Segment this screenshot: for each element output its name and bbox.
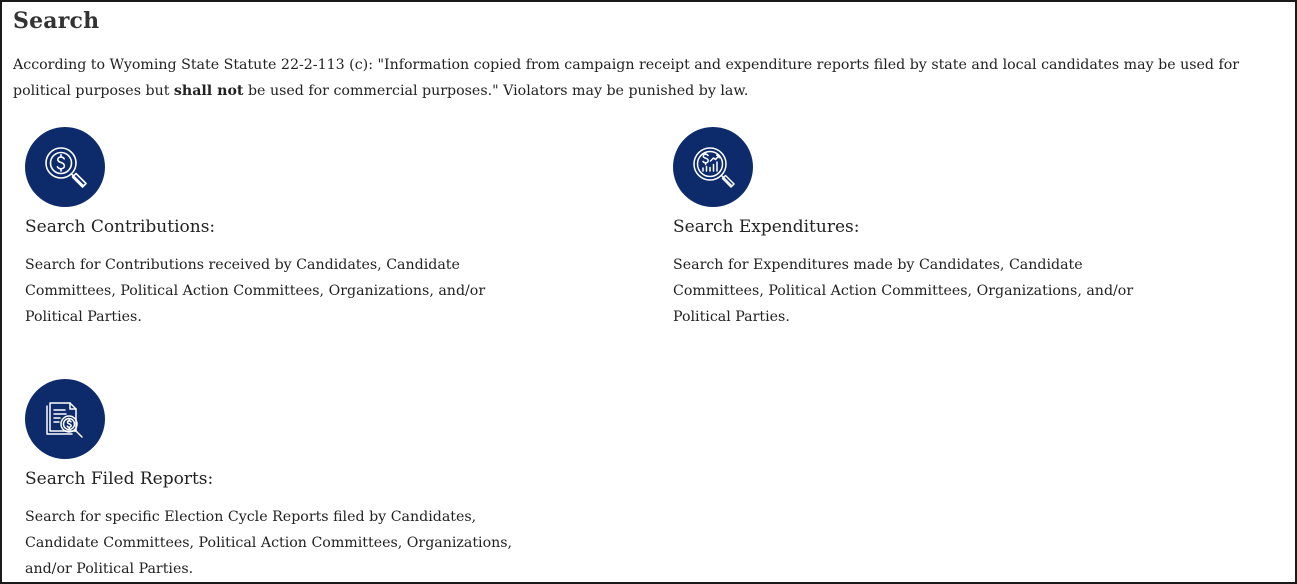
statute-line-1: According to Wyoming State Statute 22-2-113 (c): "Information copied from campaign receipt and expenditure reports filed by state and local candidates may be used for [13, 57, 1240, 73]
search-filed-reports-description [25, 504, 512, 582]
search-expenditures-title[interactable]: Search Expenditures: [673, 217, 860, 237]
statute-text-b: be used for commercial purposes." Violators may be punished by law. [243, 83, 749, 99]
dollar-chart-magnifier-icon[interactable] [673, 127, 753, 207]
statute-notice [13, 52, 1293, 104]
description-line: Political Parties. [25, 309, 142, 325]
statute-line-2 [13, 78, 1293, 104]
description-line: Committees, Political Action Committees, Organizations, and/or [25, 283, 486, 299]
description-line: Committees, Political Action Committees, Organizations, and/or [673, 283, 1134, 299]
search-contributions-description [25, 252, 485, 330]
statute-text-a: political purposes but [13, 83, 174, 99]
search-filed-reports-title[interactable]: Search Filed Reports: [25, 469, 214, 489]
description-line: Candidate Committees, Political Action Committees, Organizations, [25, 535, 513, 551]
description-line: Search for Expenditures made by Candidates, Candidate [673, 257, 1083, 273]
search-expenditures-description [673, 252, 1133, 330]
search-contributions-title[interactable]: Search Contributions: [25, 217, 216, 237]
description-line: and/or Political Parties. [25, 561, 194, 577]
page-title: Search [13, 8, 100, 34]
report-magnifier-icon[interactable] [25, 379, 105, 459]
description-line: Search for Contributions received by Candidates, Candidate [25, 257, 460, 273]
statute-emphasis: shall not [173, 83, 244, 99]
description-line: Search for specific Election Cycle Reports filed by Candidates, [25, 509, 477, 525]
description-line: Political Parties. [673, 309, 790, 325]
dollar-magnifier-icon[interactable] [25, 127, 105, 207]
